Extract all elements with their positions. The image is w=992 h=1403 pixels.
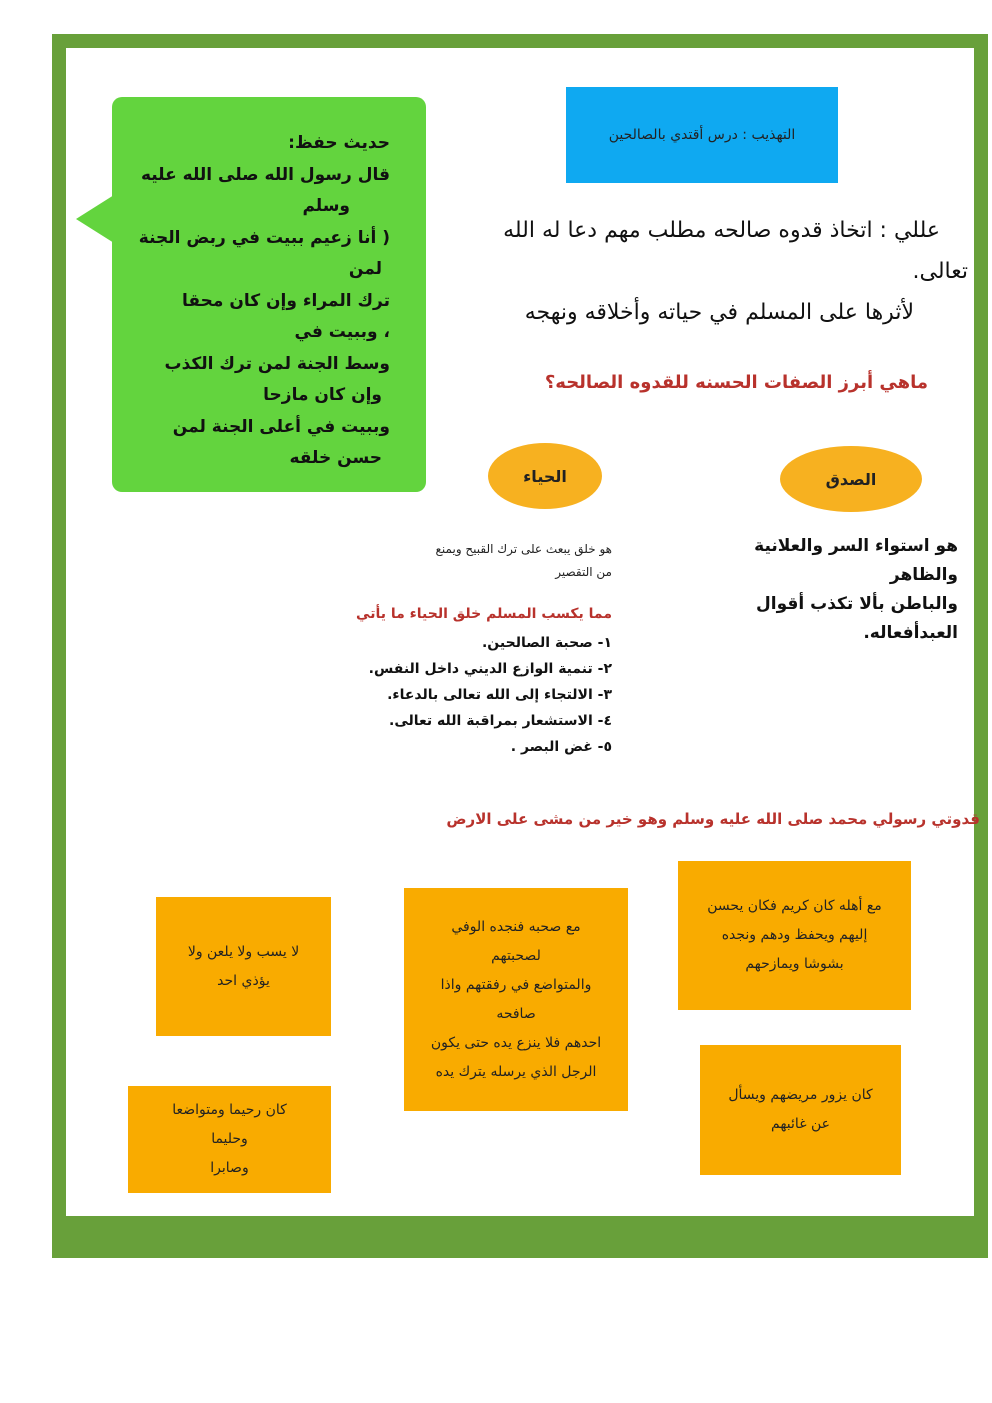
lesson-title: التهذيب : درس أقتدي بالصالحين (608, 127, 796, 143)
list-item: ٣- الالتجاء إلى الله تعالى بالدعاء. (387, 687, 612, 703)
card-line: إليهم ويحفظ ودهم ونجده (721, 927, 868, 943)
card-line: مع صحبه فنجده الوفي (451, 918, 581, 935)
hadith-line: وإن كان مازحا (263, 385, 382, 405)
main-text-line: تعالى. (912, 259, 968, 284)
sidq-definition (720, 532, 958, 648)
card-line: يؤذي احد (217, 972, 270, 989)
card-line: مع أهله كان كريم فكان يحسن (707, 898, 882, 914)
definition-line: العبدأفعاله. (863, 623, 958, 643)
card-line: عن غائبهم (771, 1116, 830, 1132)
hadith-line: قال رسول الله صلى الله عليه (140, 164, 390, 185)
card-line: والمتواضع في رفقتهم واذا (440, 976, 592, 993)
hadith-line: وسط الجنة لمن ترك الكذب (164, 353, 390, 374)
definition-line: والباطن بألا تكذب أقوال (756, 594, 958, 614)
hadith-line: ترك المراء وإن كان محقا (182, 290, 390, 311)
card-line: احدهم فلا ينزع يده حتى يكون (430, 1034, 602, 1051)
card-visits (700, 1045, 901, 1175)
definition-line: هو خلق يبعث على ترك القبيح ويمنع (435, 542, 612, 556)
main-text-line: عللي : اتخاذ قدوه صالحه مطلب مهم دعا له الله (503, 218, 940, 243)
list-item: ١- صحبة الصالحين. (481, 635, 612, 651)
list-item: ٤- الاستشعار بمراقبة الله تعالى. (389, 713, 612, 729)
hadith-line: وببيت في أعلى الجنة لمن (172, 416, 390, 437)
trait-oval-sidq (780, 446, 922, 512)
card-family (678, 861, 911, 1010)
card-line: وصابرا (210, 1160, 249, 1176)
card-no-insult (156, 897, 331, 1036)
definition-line: هو استواء السر والعلانية (754, 536, 958, 556)
card-companions (404, 888, 628, 1111)
trait-oval-haya (488, 443, 602, 509)
main-text-line: لأثرها على المسلم في حياته وأخلاقه ونهجه (524, 300, 914, 325)
definition-line: والظاهر (889, 565, 958, 585)
definition-line: من التقصير (555, 565, 612, 579)
card-line: لصحبتهم (491, 947, 541, 964)
speech-bubble-tail (76, 195, 114, 243)
card-line: كان رحيما ومتواضعا (172, 1102, 287, 1118)
lesson-title-box (566, 87, 838, 183)
traits-question: ماهي أبرز الصفات الحسنه للقدوه الصالحه؟ (544, 372, 928, 393)
haya-list-heading: مما يكسب المسلم خلق الحياء ما يأتي (356, 606, 612, 622)
haya-list (300, 630, 612, 760)
list-item: ٥- غض البصر . (510, 739, 612, 755)
qudwa-heading: قدوتي رسولي محمد صلى الله عليه وسلم وهو خير من مشى على الارض (446, 810, 980, 828)
card-line: الرجل الذي يرسله يترك يده (435, 1063, 597, 1080)
card-line: صافحه (496, 1005, 536, 1022)
hadith-line: ( أنا زعيم ببيت في ربض الجنة (138, 227, 390, 248)
hadith-line: حديث حفظ: (288, 133, 390, 153)
card-line: لا يسب ولا يلعن ولا (187, 943, 300, 960)
trait-label: الحياء (523, 466, 567, 486)
card-merciful (128, 1086, 331, 1193)
main-question-text (440, 210, 968, 333)
card-line: كان يزور مريضهم ويسأل (728, 1087, 873, 1103)
hadith-line: لمن (348, 259, 382, 279)
trait-label: الصدق (825, 469, 877, 489)
card-line: بشوشا ويمازحهم (745, 956, 844, 972)
list-item: ٢- تنمية الوازع الديني داخل النفس. (368, 661, 612, 677)
hadith-line: وسلم (302, 196, 350, 216)
hadith-text (120, 128, 390, 475)
haya-definition (360, 538, 612, 584)
hadith-line: ، وببيت في (294, 322, 390, 342)
hadith-line: حسن خلقه (289, 448, 382, 468)
card-line: وحليما (211, 1131, 248, 1147)
